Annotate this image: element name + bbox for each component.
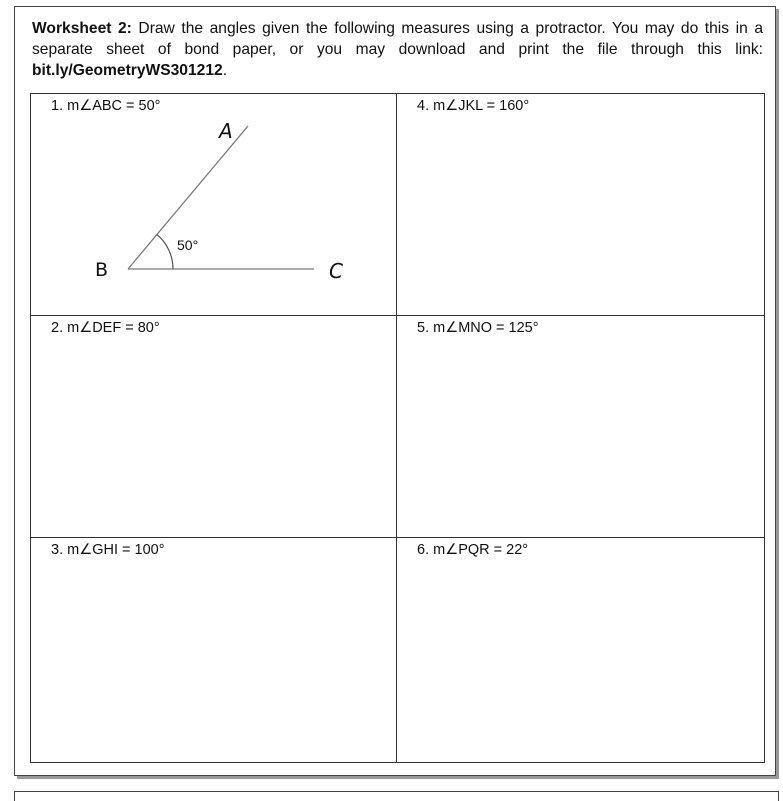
item-6-label: 6. m∠PQR = 22° <box>417 542 529 558</box>
item-5-label: 5. m∠MNO = 125° <box>417 320 539 336</box>
worksheet-page <box>14 6 776 776</box>
cell-item-1 <box>31 94 397 316</box>
point-label-c: C <box>329 259 343 283</box>
point-label-a: A <box>219 119 233 143</box>
download-link[interactable]: bit.ly/GeometryWS301212 <box>32 62 223 79</box>
next-page-edge <box>14 791 779 801</box>
cell-item-5 <box>397 316 764 538</box>
item-4-label: 4. m∠JKL = 160° <box>417 98 530 114</box>
angle-arc <box>157 235 173 270</box>
cell-item-2 <box>31 316 397 538</box>
worksheet-title: Worksheet 2: <box>32 20 132 37</box>
instructions-text: Draw the angles given the following measures using a protractor. You may do this in a separate sheet of bond paper, or you may download and print the file through this link: <box>32 20 763 58</box>
item-1-label: 1. m∠ABC = 50° <box>51 98 161 114</box>
instructions-end: . <box>222 62 228 79</box>
cell-item-3 <box>31 538 397 762</box>
angle-measure-label: 50° <box>177 237 199 253</box>
vertex-label-b: B <box>95 259 109 281</box>
example-angle-diagram <box>31 94 397 316</box>
angle-grid <box>30 93 765 763</box>
instructions-paragraph <box>32 18 763 81</box>
cell-item-4 <box>397 94 764 316</box>
item-2-label: 2. m∠DEF = 80° <box>51 320 160 336</box>
item-3-label: 3. m∠GHI = 100° <box>51 542 165 558</box>
cell-item-6 <box>397 538 764 762</box>
